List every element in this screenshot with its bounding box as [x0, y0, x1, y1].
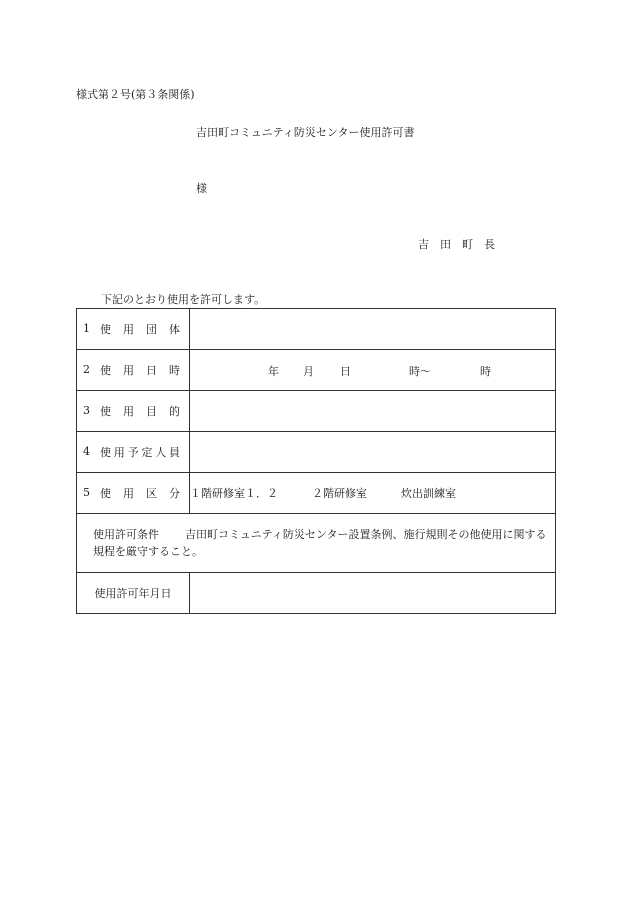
category-option[interactable]: ２階研修室 — [312, 487, 367, 500]
row-label-cell — [77, 309, 190, 350]
permit-details-table — [76, 308, 556, 614]
expected-attendees-field[interactable] — [190, 432, 556, 473]
recipient-honorific: 様 — [196, 182, 207, 195]
row-label: 使用区分 — [100, 487, 180, 500]
row-permit-conditions — [77, 514, 556, 573]
row-usage-purpose — [77, 391, 556, 432]
conditions-label: 使用許可条件 — [93, 528, 159, 541]
row-label-cell — [77, 391, 190, 432]
to-hour-unit: 時 — [480, 365, 491, 378]
row-usage-category — [77, 473, 556, 514]
permit-date-field[interactable] — [190, 573, 556, 614]
row-label: 使用団体 — [100, 323, 180, 336]
datetime-layout — [190, 350, 555, 390]
category-option[interactable]: １階研修室１．２ — [190, 487, 278, 500]
month-unit: 月 — [303, 365, 314, 378]
row-number: 1 — [83, 322, 90, 335]
form-number: 様式第２号(第３条関係) — [76, 88, 195, 101]
usage-datetime-field[interactable] — [190, 350, 556, 391]
row-label: 使用予定人員 — [100, 446, 180, 459]
row-label-cell — [77, 432, 190, 473]
permit-date-label: 使用許可年月日 — [77, 573, 190, 614]
category-option[interactable]: 炊出訓練室 — [401, 487, 456, 500]
row-number: 5 — [83, 486, 90, 499]
permit-statement: 下記のとおり使用を許可します。 — [101, 293, 266, 306]
row-number: 3 — [83, 404, 90, 417]
row-expected-attendees — [77, 432, 556, 473]
from-hour-unit: 時～ — [409, 365, 431, 378]
row-permit-date — [77, 573, 556, 614]
row-label: 使用目的 — [100, 405, 180, 418]
conditions-text: 吉田町コミュニティ防災センター設置条例、施行規則その他使用に関する規程を厳守すること。 — [93, 528, 547, 558]
row-label: 使用日時 — [100, 364, 180, 377]
document-title: 吉田町コミュニティ防災センター使用許可書 — [196, 126, 415, 139]
permit-conditions-cell — [77, 514, 556, 573]
row-using-group — [77, 309, 556, 350]
usage-purpose-field[interactable] — [190, 391, 556, 432]
row-label-cell — [77, 473, 190, 514]
issuer-name: 吉田町長 — [418, 238, 506, 251]
year-unit: 年 — [268, 365, 279, 378]
row-usage-datetime — [77, 350, 556, 391]
row-label-cell — [77, 350, 190, 391]
using-group-field[interactable] — [190, 309, 556, 350]
day-unit: 日 — [340, 365, 351, 378]
row-number: 2 — [83, 363, 90, 376]
row-number: 4 — [83, 445, 90, 458]
usage-category-options[interactable] — [190, 473, 556, 514]
